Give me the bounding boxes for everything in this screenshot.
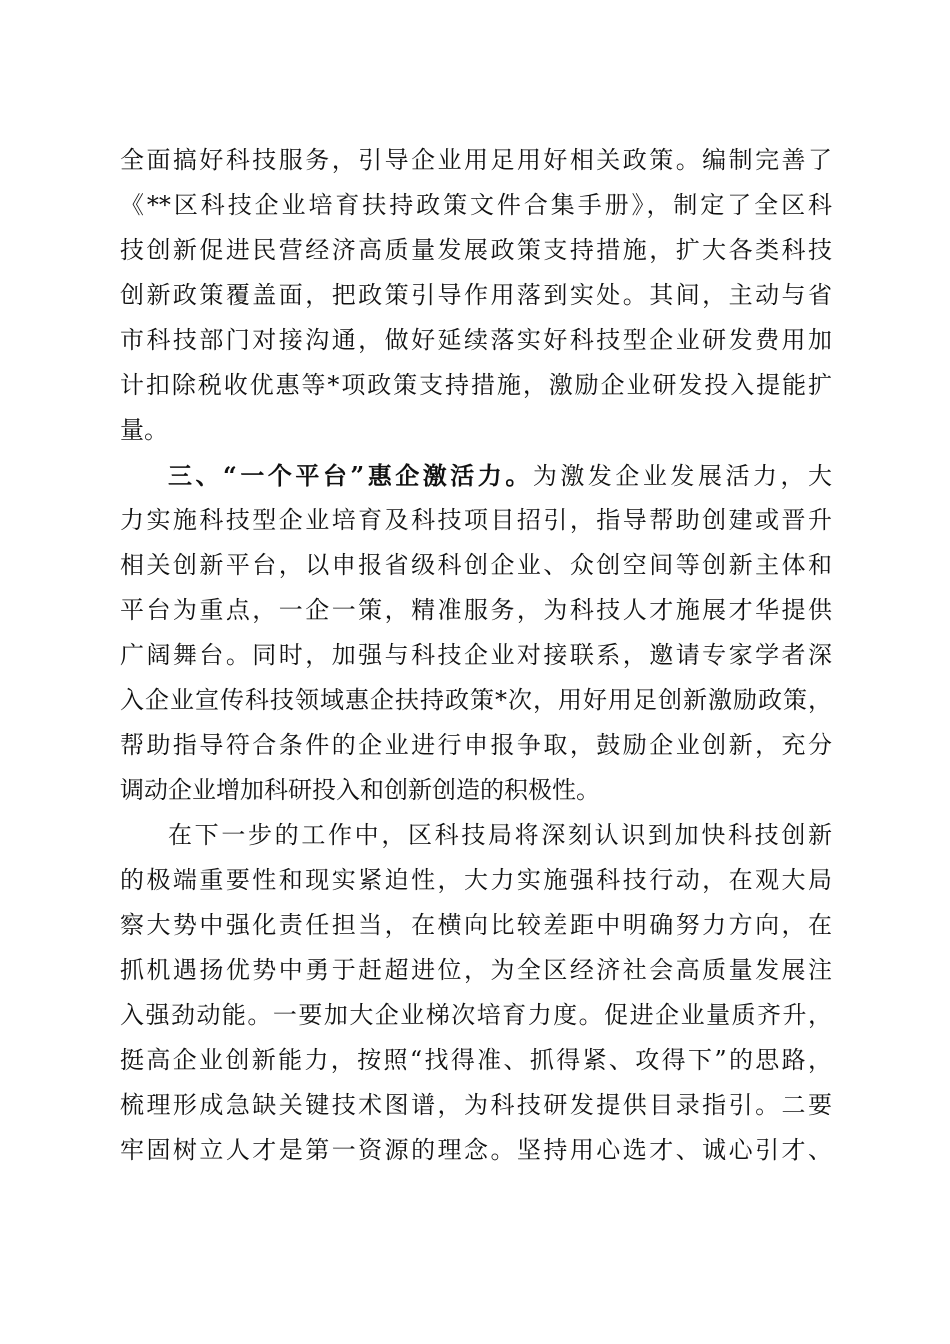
text-line: 察大势中强化责任担当，在横向比较差距中明确努力方向，在 bbox=[120, 911, 832, 939]
text-line: 相关创新平台，以申报省级科创企业、众创空间等创新主体和 bbox=[120, 551, 832, 579]
text-line: 市科技部门对接沟通，做好延续落实好科技型企业研发费用加 bbox=[120, 326, 832, 354]
text-line: 量。 bbox=[120, 416, 168, 444]
text-line: 调动企业增加科研投入和创新创造的积极性。 bbox=[120, 776, 600, 804]
text-line: 牢固树立人才是第一资源的理念。坚持用心选才、诚心引才、 bbox=[120, 1136, 832, 1164]
text-line: 的极端重要性和现实紧迫性，大力实施强科技行动，在观大局 bbox=[120, 866, 832, 894]
text-line: 力实施科技型企业培育及科技项目招引，指导帮助创建或晋升 bbox=[120, 506, 832, 534]
heading-line-text: 为激发企业发展活力，大 bbox=[532, 462, 832, 490]
text-line: 《**区科技企业培育扶持政策文件合集手册》，制定了全区科 bbox=[120, 191, 832, 219]
text-line: 创新政策覆盖面，把政策引导作用落到实处。其间，主动与省 bbox=[120, 281, 832, 309]
text-line: 广阔舞台。同时，加强与科技企业对接联系，邀请专家学者深 bbox=[120, 641, 832, 669]
text-line: 全面搞好科技服务，引导企业用足用好相关政策。编制完善了 bbox=[120, 146, 832, 174]
text-line: 在下一步的工作中，区科技局将深刻认识到加快科技创新 bbox=[168, 821, 832, 849]
paragraph-policy-service bbox=[120, 138, 832, 453]
paragraph-next-steps bbox=[120, 813, 832, 1173]
section-heading: 三、“一个平台”惠企激活力。 bbox=[168, 461, 533, 490]
text-line: 梳理形成急缺关键技术图谱，为科技研发提供目录指引。二要 bbox=[120, 1091, 832, 1119]
text-line: 计扣除税收优惠等*项政策支持措施，激励企业研发投入提能扩 bbox=[120, 371, 832, 399]
paragraph-platform-section bbox=[120, 453, 832, 813]
text-line: 平台为重点，一企一策，精准服务，为科技人才施展才华提供 bbox=[120, 596, 832, 624]
text-line: 抓机遇扬优势中勇于赶超进位，为全区经济社会高质量发展注 bbox=[120, 956, 832, 984]
text-line: 入强劲动能。一要加大企业梯次培育力度。促进企业量质齐升， bbox=[120, 1001, 832, 1029]
text-line: 帮助指导符合条件的企业进行申报争取，鼓励企业创新，充分 bbox=[120, 731, 832, 759]
text-line: 挺高企业创新能力，按照“找得准、抓得紧、攻得下”的思路， bbox=[120, 1046, 832, 1074]
text-line: 入企业宣传科技领域惠企扶持政策*次，用好用足创新激励政策， bbox=[120, 686, 832, 714]
section-heading-line bbox=[120, 453, 832, 498]
text-line: 技创新促进民营经济高质量发展政策支持措施，扩大各类科技 bbox=[120, 236, 832, 264]
document-body bbox=[120, 138, 832, 1173]
